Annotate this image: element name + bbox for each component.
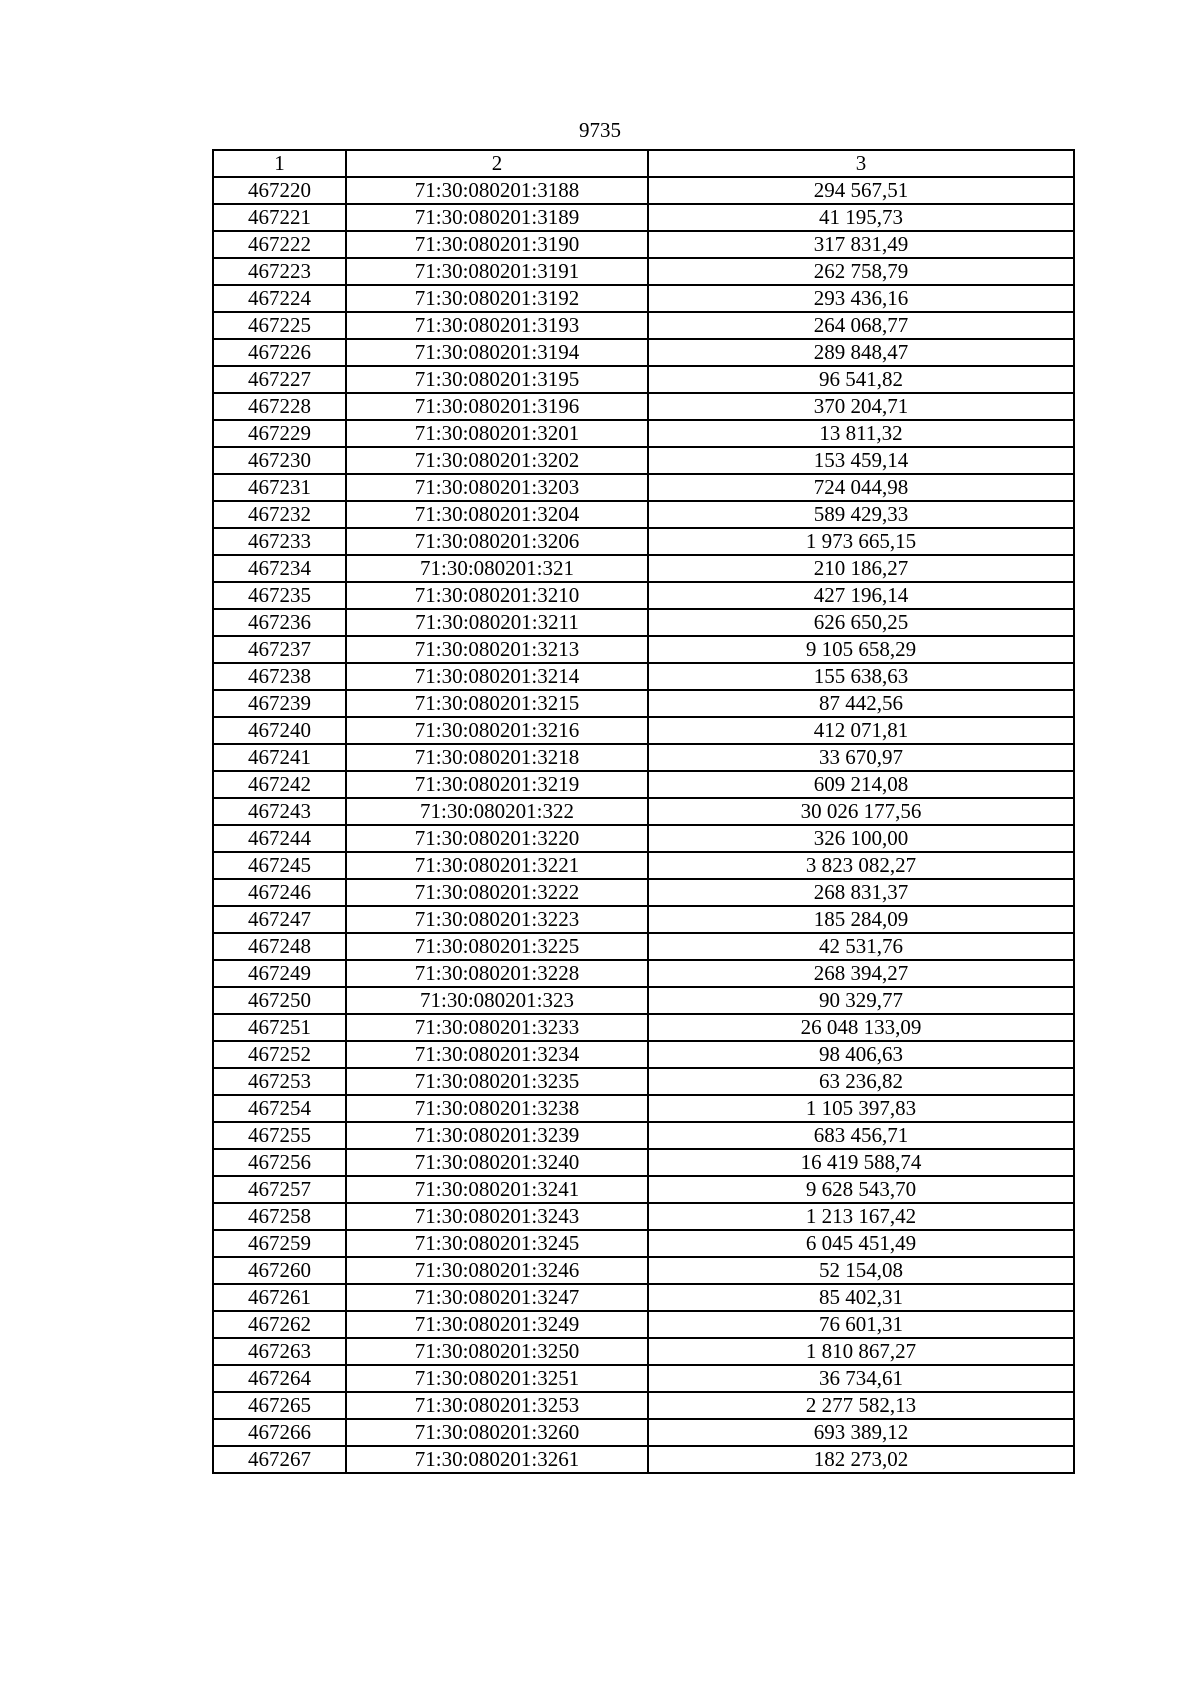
- cell-value: 98 406,63: [648, 1041, 1074, 1068]
- cell-cadastral-number: 71:30:080201:3246: [346, 1257, 648, 1284]
- cell-cadastral-number: 71:30:080201:3194: [346, 339, 648, 366]
- cell-number: 467234: [213, 555, 346, 582]
- table-body: [213, 177, 1074, 1473]
- cell-cadastral-number: 71:30:080201:3239: [346, 1122, 648, 1149]
- cell-number: 467223: [213, 258, 346, 285]
- cell-number: 467247: [213, 906, 346, 933]
- table-row: [213, 852, 1074, 879]
- table-row: [213, 825, 1074, 852]
- cell-value: 609 214,08: [648, 771, 1074, 798]
- cell-number: 467251: [213, 1014, 346, 1041]
- cell-cadastral-number: 71:30:080201:3243: [346, 1203, 648, 1230]
- cell-number: 467256: [213, 1149, 346, 1176]
- table-row: [213, 555, 1074, 582]
- cell-value: 36 734,61: [648, 1365, 1074, 1392]
- cell-number: 467263: [213, 1338, 346, 1365]
- cell-cadastral-number: 71:30:080201:3234: [346, 1041, 648, 1068]
- table-row: [213, 285, 1074, 312]
- cell-value: 724 044,98: [648, 474, 1074, 501]
- cell-value: 52 154,08: [648, 1257, 1074, 1284]
- cell-number: 467231: [213, 474, 346, 501]
- table-row: [213, 609, 1074, 636]
- cell-number: 467220: [213, 177, 346, 204]
- cell-cadastral-number: 71:30:080201:3221: [346, 852, 648, 879]
- cell-cadastral-number: 71:30:080201:3196: [346, 393, 648, 420]
- cell-cadastral-number: 71:30:080201:3204: [346, 501, 648, 528]
- cell-number: 467227: [213, 366, 346, 393]
- cell-number: 467239: [213, 690, 346, 717]
- cell-number: 467225: [213, 312, 346, 339]
- cell-number: 467250: [213, 987, 346, 1014]
- table-row: [213, 339, 1074, 366]
- table-row: [213, 960, 1074, 987]
- table-row: [213, 1122, 1074, 1149]
- cell-value: 90 329,77: [648, 987, 1074, 1014]
- cell-value: 370 204,71: [648, 393, 1074, 420]
- header-cell-column-1: 1: [213, 150, 346, 177]
- table-row: [213, 1338, 1074, 1365]
- cell-cadastral-number: 71:30:080201:3261: [346, 1446, 648, 1473]
- cell-number: 467253: [213, 1068, 346, 1095]
- cell-cadastral-number: 71:30:080201:3253: [346, 1392, 648, 1419]
- cell-value: 155 638,63: [648, 663, 1074, 690]
- cell-value: 42 531,76: [648, 933, 1074, 960]
- cell-number: 467229: [213, 420, 346, 447]
- table-row: [213, 1068, 1074, 1095]
- cell-cadastral-number: 71:30:080201:3220: [346, 825, 648, 852]
- cell-value: 3 823 082,27: [648, 852, 1074, 879]
- header-cell-column-3: 3: [648, 150, 1074, 177]
- cell-cadastral-number: 71:30:080201:321: [346, 555, 648, 582]
- cell-number: 467240: [213, 717, 346, 744]
- cell-cadastral-number: 71:30:080201:3240: [346, 1149, 648, 1176]
- cell-value: 262 758,79: [648, 258, 1074, 285]
- cell-value: 26 048 133,09: [648, 1014, 1074, 1041]
- cell-number: 467236: [213, 609, 346, 636]
- cell-number: 467226: [213, 339, 346, 366]
- cell-number: 467224: [213, 285, 346, 312]
- cell-number: 467267: [213, 1446, 346, 1473]
- table-row: [213, 1446, 1074, 1473]
- cell-number: 467257: [213, 1176, 346, 1203]
- cell-value: 13 811,32: [648, 420, 1074, 447]
- cell-value: 210 186,27: [648, 555, 1074, 582]
- table-row: [213, 1203, 1074, 1230]
- cell-cadastral-number: 71:30:080201:3245: [346, 1230, 648, 1257]
- cell-value: 412 071,81: [648, 717, 1074, 744]
- cell-number: 467242: [213, 771, 346, 798]
- cell-cadastral-number: 71:30:080201:3260: [346, 1419, 648, 1446]
- table-row: [213, 744, 1074, 771]
- table-row: [213, 690, 1074, 717]
- cell-number: 467262: [213, 1311, 346, 1338]
- cell-number: 467221: [213, 204, 346, 231]
- table-row: [213, 474, 1074, 501]
- cell-value: 317 831,49: [648, 231, 1074, 258]
- table-row: [213, 906, 1074, 933]
- cell-number: 467248: [213, 933, 346, 960]
- cell-cadastral-number: 71:30:080201:323: [346, 987, 648, 1014]
- cell-cadastral-number: 71:30:080201:3188: [346, 177, 648, 204]
- cell-cadastral-number: 71:30:080201:3235: [346, 1068, 648, 1095]
- cell-number: 467261: [213, 1284, 346, 1311]
- cell-value: 326 100,00: [648, 825, 1074, 852]
- table-row: [213, 1419, 1074, 1446]
- cell-number: 467260: [213, 1257, 346, 1284]
- data-table: [212, 149, 1075, 1474]
- cell-value: 268 831,37: [648, 879, 1074, 906]
- cell-value: 182 273,02: [648, 1446, 1074, 1473]
- cell-value: 626 650,25: [648, 609, 1074, 636]
- table-row: [213, 636, 1074, 663]
- table-row: [213, 420, 1074, 447]
- cell-cadastral-number: 71:30:080201:3219: [346, 771, 648, 798]
- cell-value: 268 394,27: [648, 960, 1074, 987]
- cell-value: 63 236,82: [648, 1068, 1074, 1095]
- header-row: [213, 150, 1074, 177]
- table-row: [213, 447, 1074, 474]
- table-row: [213, 879, 1074, 906]
- cell-value: 589 429,33: [648, 501, 1074, 528]
- header-cell-column-2: 2: [346, 150, 648, 177]
- table-row: [213, 501, 1074, 528]
- cell-cadastral-number: 71:30:080201:3211: [346, 609, 648, 636]
- cell-cadastral-number: 71:30:080201:3218: [346, 744, 648, 771]
- table-row: [213, 231, 1074, 258]
- cell-number: 467264: [213, 1365, 346, 1392]
- cell-cadastral-number: 71:30:080201:3192: [346, 285, 648, 312]
- cell-value: 293 436,16: [648, 285, 1074, 312]
- cell-number: 467245: [213, 852, 346, 879]
- table-row: [213, 204, 1074, 231]
- table-row: [213, 663, 1074, 690]
- table-row: [213, 987, 1074, 1014]
- cell-number: 467233: [213, 528, 346, 555]
- cell-cadastral-number: 71:30:080201:3251: [346, 1365, 648, 1392]
- cell-number: 467222: [213, 231, 346, 258]
- table-row: [213, 1230, 1074, 1257]
- cell-value: 153 459,14: [648, 447, 1074, 474]
- cell-value: 9 628 543,70: [648, 1176, 1074, 1203]
- table-header: [213, 150, 1074, 177]
- cell-value: 9 105 658,29: [648, 636, 1074, 663]
- cell-value: 41 195,73: [648, 204, 1074, 231]
- cell-number: 467265: [213, 1392, 346, 1419]
- cell-value: 1 213 167,42: [648, 1203, 1074, 1230]
- table-row: [213, 1284, 1074, 1311]
- cell-value: 2 277 582,13: [648, 1392, 1074, 1419]
- cell-value: 87 442,56: [648, 690, 1074, 717]
- cell-number: 467244: [213, 825, 346, 852]
- table-row: [213, 1095, 1074, 1122]
- cell-value: 33 670,97: [648, 744, 1074, 771]
- cell-number: 467238: [213, 663, 346, 690]
- cell-value: 1 973 665,15: [648, 528, 1074, 555]
- cell-cadastral-number: 71:30:080201:3233: [346, 1014, 648, 1041]
- table-row: [213, 1311, 1074, 1338]
- table-row: [213, 798, 1074, 825]
- cell-cadastral-number: 71:30:080201:3202: [346, 447, 648, 474]
- table-row: [213, 1365, 1074, 1392]
- cell-cadastral-number: 71:30:080201:3228: [346, 960, 648, 987]
- cell-cadastral-number: 71:30:080201:3241: [346, 1176, 648, 1203]
- table-row: [213, 1149, 1074, 1176]
- cell-number: 467249: [213, 960, 346, 987]
- cell-cadastral-number: 71:30:080201:3215: [346, 690, 648, 717]
- cell-number: 467259: [213, 1230, 346, 1257]
- page-number: 9735: [579, 118, 621, 142]
- cell-cadastral-number: 71:30:080201:3225: [346, 933, 648, 960]
- cell-value: 294 567,51: [648, 177, 1074, 204]
- table-row: [213, 312, 1074, 339]
- cell-cadastral-number: 71:30:080201:3206: [346, 528, 648, 555]
- cell-number: 467252: [213, 1041, 346, 1068]
- cell-number: 467235: [213, 582, 346, 609]
- table-row: [213, 528, 1074, 555]
- cell-number: 467266: [213, 1419, 346, 1446]
- cell-value: 85 402,31: [648, 1284, 1074, 1311]
- cell-number: 467243: [213, 798, 346, 825]
- cell-cadastral-number: 71:30:080201:3193: [346, 312, 648, 339]
- cell-cadastral-number: 71:30:080201:3189: [346, 204, 648, 231]
- cell-number: 467246: [213, 879, 346, 906]
- cell-cadastral-number: 71:30:080201:3191: [346, 258, 648, 285]
- cell-number: 467241: [213, 744, 346, 771]
- table-row: [213, 933, 1074, 960]
- cell-number: 467255: [213, 1122, 346, 1149]
- cell-value: 30 026 177,56: [648, 798, 1074, 825]
- cell-number: 467228: [213, 393, 346, 420]
- table-row: [213, 1176, 1074, 1203]
- table-row: [213, 1041, 1074, 1068]
- cell-value: 289 848,47: [648, 339, 1074, 366]
- cell-cadastral-number: 71:30:080201:3247: [346, 1284, 648, 1311]
- table-row: [213, 1392, 1074, 1419]
- cell-cadastral-number: 71:30:080201:3222: [346, 879, 648, 906]
- cell-value: 1 810 867,27: [648, 1338, 1074, 1365]
- table-row: [213, 582, 1074, 609]
- cell-value: 1 105 397,83: [648, 1095, 1074, 1122]
- cell-number: 467258: [213, 1203, 346, 1230]
- cell-cadastral-number: 71:30:080201:3201: [346, 420, 648, 447]
- cell-number: 467254: [213, 1095, 346, 1122]
- cell-cadastral-number: 71:30:080201:3203: [346, 474, 648, 501]
- cell-value: 683 456,71: [648, 1122, 1074, 1149]
- cell-number: 467232: [213, 501, 346, 528]
- cell-cadastral-number: 71:30:080201:3214: [346, 663, 648, 690]
- table-row: [213, 1257, 1074, 1284]
- cell-value: 6 045 451,49: [648, 1230, 1074, 1257]
- cell-value: 693 389,12: [648, 1419, 1074, 1446]
- cell-value: 185 284,09: [648, 906, 1074, 933]
- cell-cadastral-number: 71:30:080201:3249: [346, 1311, 648, 1338]
- table-row: [213, 177, 1074, 204]
- cell-cadastral-number: 71:30:080201:3223: [346, 906, 648, 933]
- cell-value: 16 419 588,74: [648, 1149, 1074, 1176]
- cell-cadastral-number: 71:30:080201:3216: [346, 717, 648, 744]
- table-row: [213, 771, 1074, 798]
- cell-cadastral-number: 71:30:080201:3190: [346, 231, 648, 258]
- cell-value: 264 068,77: [648, 312, 1074, 339]
- cell-value: 427 196,14: [648, 582, 1074, 609]
- cell-cadastral-number: 71:30:080201:3238: [346, 1095, 648, 1122]
- cell-value: 76 601,31: [648, 1311, 1074, 1338]
- cell-number: 467237: [213, 636, 346, 663]
- cell-value: 96 541,82: [648, 366, 1074, 393]
- cell-cadastral-number: 71:30:080201:3195: [346, 366, 648, 393]
- cell-number: 467230: [213, 447, 346, 474]
- table-row: [213, 1014, 1074, 1041]
- cell-cadastral-number: 71:30:080201:3213: [346, 636, 648, 663]
- table-row: [213, 393, 1074, 420]
- table-row: [213, 366, 1074, 393]
- cell-cadastral-number: 71:30:080201:3210: [346, 582, 648, 609]
- table-row: [213, 717, 1074, 744]
- table-row: [213, 258, 1074, 285]
- cell-cadastral-number: 71:30:080201:322: [346, 798, 648, 825]
- cell-cadastral-number: 71:30:080201:3250: [346, 1338, 648, 1365]
